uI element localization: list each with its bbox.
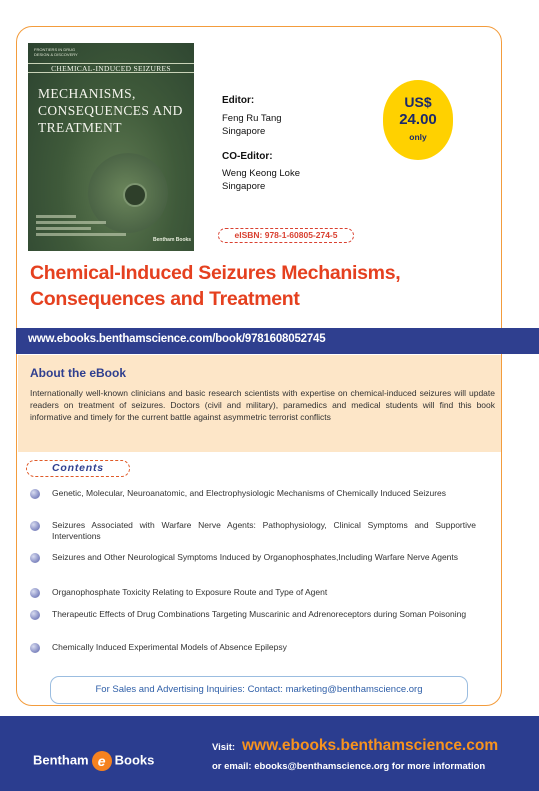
contents-item	[30, 520, 480, 544]
contents-heading: Contents	[26, 460, 130, 477]
about-heading: About the eBook	[30, 366, 126, 380]
book-title: Chemical-Induced Seizures Mechanisms, Consequences and Treatment	[30, 262, 401, 310]
editor-country: Singapore	[222, 126, 266, 137]
bullet-icon	[30, 610, 40, 620]
bullet-icon	[30, 521, 40, 531]
price-amount: 24.00	[399, 111, 437, 128]
co-editor-country: Singapore	[222, 181, 266, 192]
footer-bar	[0, 716, 539, 791]
bullet-icon	[30, 588, 40, 598]
cover-band: CHEMICAL-INDUCED SEIZURES	[28, 63, 194, 73]
co-editor-name: Weng Keong Loke	[222, 168, 300, 179]
email-line[interactable]: or email: ebooks@benthamscience.org for more information	[212, 761, 486, 772]
co-editor-label: CO-Editor:	[222, 151, 273, 162]
contents-item-text: Therapeutic Effects of Drug Combinations Targeting Muscarinic and Adrenoreceptors during Soman Poisoning	[52, 609, 467, 619]
bullet-icon	[30, 553, 40, 563]
contents-item	[30, 587, 480, 600]
cover-series-line: FRONTIERS IN DRUG	[34, 47, 76, 52]
contents-item-text: Organophosphate Toxicity Relating to Exposure Route and Type of Agent	[52, 587, 328, 597]
contents-item	[30, 552, 480, 576]
contents-item-text: Seizures Associated with Warfare Nerve Agents: Pathophysiology, Clinical Symptoms and Supportive Interventions	[52, 520, 476, 541]
cover-publisher: Bentham Books	[153, 237, 192, 243]
bullet-icon	[30, 489, 40, 499]
cover-title: MECHANISMS, CONSEQUENCES AND TREATMENT	[38, 86, 183, 135]
about-text: Internationally well-known clinicians and basic research scientists with expertise on chemical-induced seizures will update readers on treatment of seizures. Doctors (civil and military), paramedics and medical students will find this book informative and timely for the current battle against asymmetric terrorist conflicts	[30, 388, 495, 422]
contents-item-text: Genetic, Molecular, Neuroanatomic, and Electrophysiologic Mechanisms of Chemically Induced Seizures	[52, 488, 447, 498]
book-url-link[interactable]: www.ebooks.benthamscience.com/book/9781608052745	[28, 333, 326, 345]
contents-item-text: Chemically Induced Experimental Models of Absence Epilepsy	[52, 642, 287, 652]
cover-editor-lines	[36, 215, 146, 236]
contents-item-text: Seizures and Other Neurological Symptoms Induced by Organophosphates,Including Warfare Nerve Agents	[52, 552, 459, 562]
brand-text-right: Books	[114, 752, 155, 768]
price-currency: US$	[404, 94, 432, 110]
cover-series-line: DESIGN & DISCOVERY	[34, 52, 78, 57]
brand-text-left: Bentham	[33, 752, 89, 768]
url-bar	[16, 328, 539, 354]
price-badge	[383, 80, 453, 160]
cover-gas-mask-filter	[123, 183, 147, 207]
cover-series	[34, 47, 78, 57]
contact-box[interactable]: For Sales and Advertising Inquiries: Contact: marketing@benthamscience.org	[50, 676, 468, 704]
isbn-pill: eISBN: 978-1-60805-274-5	[218, 228, 354, 243]
book-cover-image	[28, 43, 194, 251]
bentham-books-logo	[33, 751, 154, 771]
visit-label: Visit:	[212, 742, 236, 753]
editor-label: Editor:	[222, 95, 255, 106]
price-note: only	[409, 132, 427, 142]
bullet-icon	[30, 643, 40, 653]
contents-item	[30, 609, 480, 633]
editor-name: Feng Ru Tang	[222, 113, 282, 124]
contents-item	[30, 488, 480, 512]
brand-e-icon: e	[92, 751, 112, 771]
contents-item	[30, 642, 480, 655]
visit-url-link[interactable]: www.ebooks.benthamscience.com	[242, 737, 499, 754]
